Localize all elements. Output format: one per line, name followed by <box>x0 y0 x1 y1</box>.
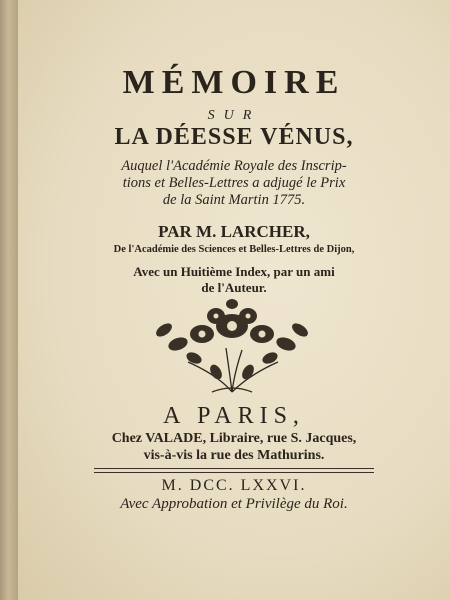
index-note <box>18 264 450 296</box>
royal-approbation: Avec Approbation et Privilège du Roi. <box>120 496 348 512</box>
index-line-1: Avec un Huitième Index, par un ami <box>133 264 335 279</box>
title-connector: SUR <box>207 108 261 123</box>
publisher-line-1: Chez VALADE, Libraire, rue S. Jacques, <box>111 431 357 446</box>
double-rule-bottom <box>94 472 374 473</box>
book-subject: LA DÉESSE VÉNUS, <box>114 124 354 150</box>
title-page <box>18 0 450 600</box>
author-line: PAR M. LARCHER, <box>158 222 310 241</box>
publication-city: A PARIS, <box>163 403 305 429</box>
publisher-imprint <box>18 430 450 464</box>
prize-line-3: de la Saint Martin 1775. <box>162 192 306 208</box>
prize-statement <box>44 158 424 209</box>
flower-bouquet-icon <box>142 296 322 396</box>
prize-line-1: Auquel l'Académie Royale des Inscrip- <box>121 158 347 174</box>
prize-line-2: tions et Belles-Lettres a adjugé le Prix <box>122 175 346 191</box>
index-line-2: de l'Auteur. <box>201 280 267 295</box>
publication-year: M. DCC. LXXVI. <box>161 477 307 494</box>
publisher-line-2: vis-à-vis la rue des Mathurins. <box>143 448 325 463</box>
double-rule-top <box>94 468 374 469</box>
book-title: MÉMOIRE <box>122 64 346 101</box>
author-affiliation: De l'Académie des Sciences et Belles-Lettres de Dijon, <box>113 244 355 255</box>
book-binding-edge <box>0 0 18 600</box>
